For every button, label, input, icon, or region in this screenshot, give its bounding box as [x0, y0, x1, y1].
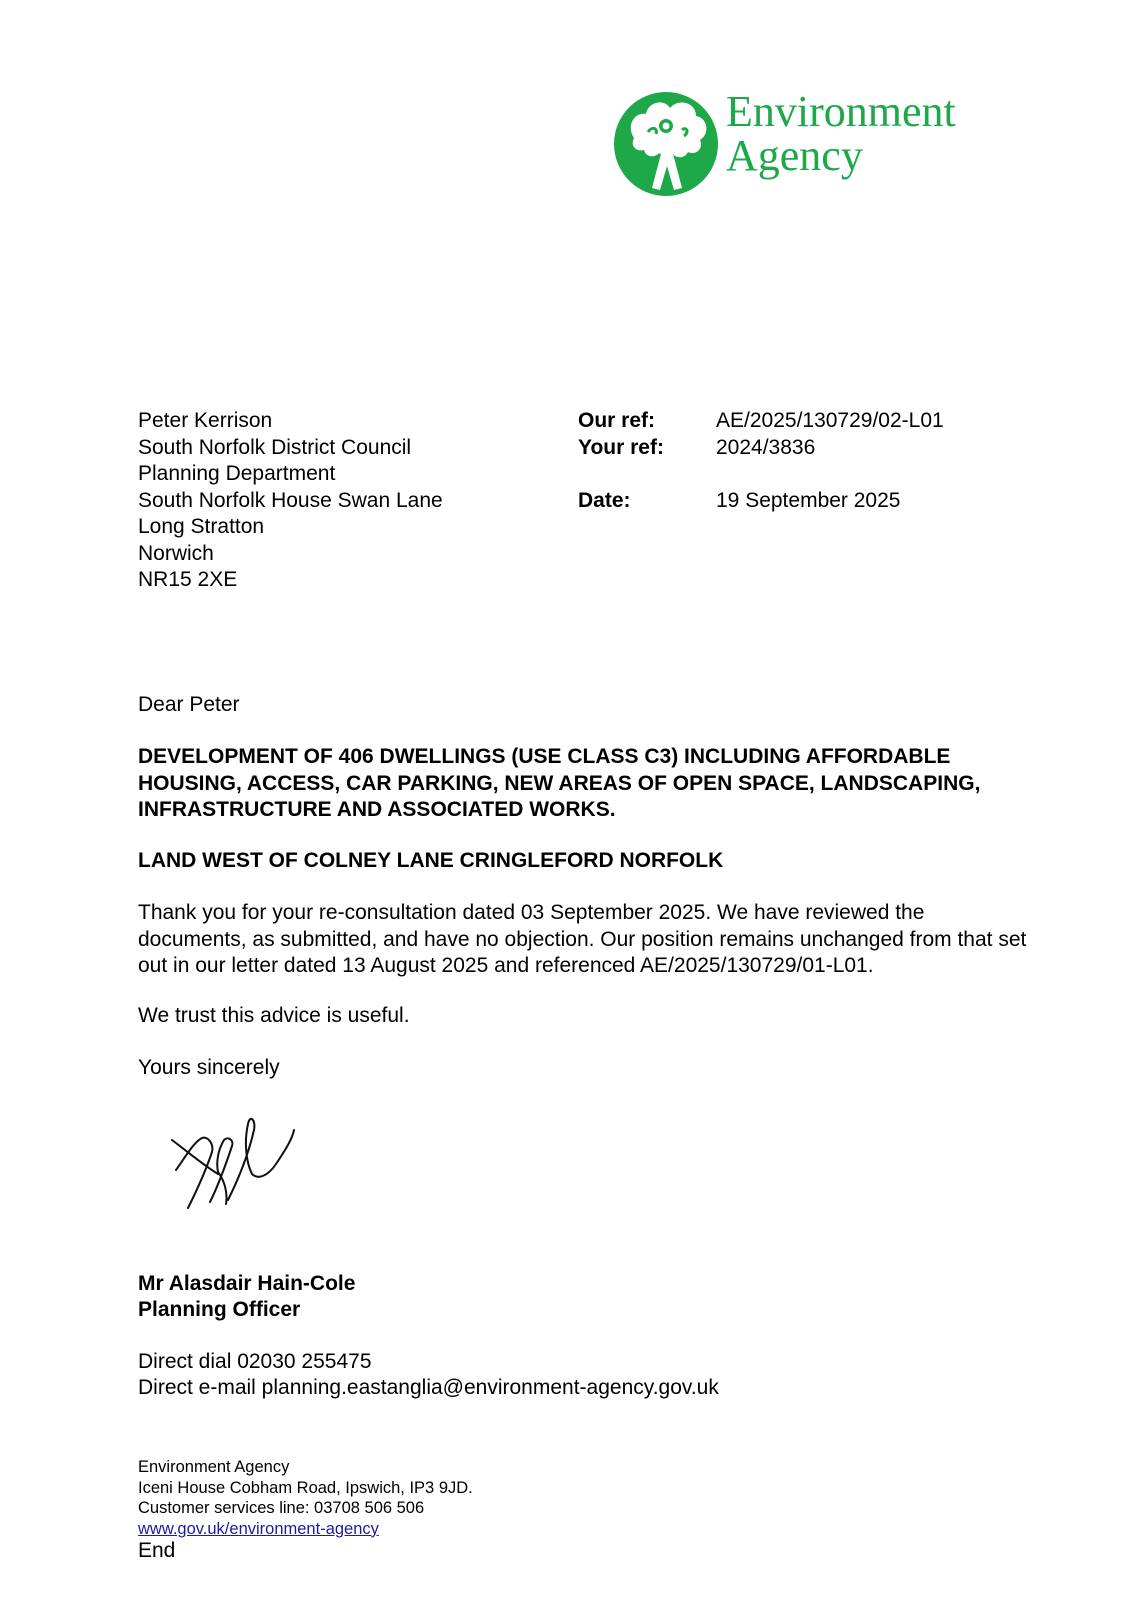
signatory-title: Planning Officer: [138, 1298, 301, 1321]
body-paragraph: We trust this advice is useful.: [138, 1004, 410, 1027]
footer-website-link[interactable]: www.gov.uk/environment-agency: [138, 1519, 379, 1538]
end-marker: End: [138, 1539, 176, 1562]
subject-heading: DEVELOPMENT OF 406 DWELLINGS (USE CLASS C3) INCLUDING AFFORDABLE HOUSING, ACCESS, CAR PARKING, NEW AREAS OF OPEN SPACE, LANDSCAPING, INFRASTRUCTURE AND ASSOCIATED WORKS.: [138, 745, 981, 821]
logo-wordmark-line1: Environment: [726, 87, 956, 136]
address-line: NR15 2XE: [138, 568, 238, 591]
recipient-address: [138, 408, 443, 594]
address-line: South Norfolk House Swan Lane: [138, 488, 443, 512]
address-line: Norwich: [138, 541, 214, 565]
your-ref-value: 2024/3836: [716, 435, 816, 459]
handwritten-signature: [168, 1100, 308, 1220]
footer-org: Environment Agency: [138, 1458, 290, 1476]
your-ref-row: [578, 435, 944, 462]
our-ref-label: Our ref:: [578, 409, 656, 432]
salutation: Dear Peter: [138, 693, 240, 716]
footer-address: Iceni House Cobham Road, Ipswich, IP3 9JD.: [138, 1478, 473, 1497]
date-value: 19 September 2025: [716, 488, 901, 512]
tree-person-logo-icon: [612, 86, 722, 202]
reference-block: [578, 408, 944, 514]
logo-wordmark: [726, 87, 956, 180]
signature-icon: [168, 1100, 308, 1220]
address-line: South Norfolk District Council: [138, 435, 412, 459]
location-heading: LAND WEST OF COLNEY LANE CRINGLEFORD NORFOLK: [138, 849, 724, 872]
logo-wordmark-line2: Agency: [726, 131, 863, 180]
footer: [138, 1457, 473, 1539]
footer-customer-services: Customer services line: 03708 506 506: [138, 1499, 425, 1517]
date-label: Date:: [578, 488, 631, 512]
closing: Yours sincerely: [138, 1056, 280, 1079]
direct-dial: Direct dial 02030 255475: [138, 1350, 372, 1373]
our-ref-row: [578, 408, 944, 435]
signatory-name: Mr Alasdair Hain-Cole: [138, 1272, 356, 1295]
direct-email: Direct e-mail planning.eastanglia@environment-agency.gov.uk: [138, 1376, 719, 1399]
date-row: [578, 488, 944, 515]
body-paragraph: Thank you for your re-consultation dated 03 September 2025. We have reviewed the documents, as submitted, and have no objection. Our position remains unchanged from that set out in our letter dated 13 August 2025 and referenced AE/2025/130729/01-L01.: [138, 901, 1027, 977]
your-ref-label: Your ref:: [578, 435, 664, 459]
address-line: Planning Department: [138, 462, 336, 485]
address-line: Peter Kerrison: [138, 409, 273, 432]
our-ref-value: AE/2025/130729/02-L01: [716, 409, 944, 432]
environment-agency-logo: [612, 86, 1012, 202]
address-line: Long Stratton: [138, 515, 265, 538]
